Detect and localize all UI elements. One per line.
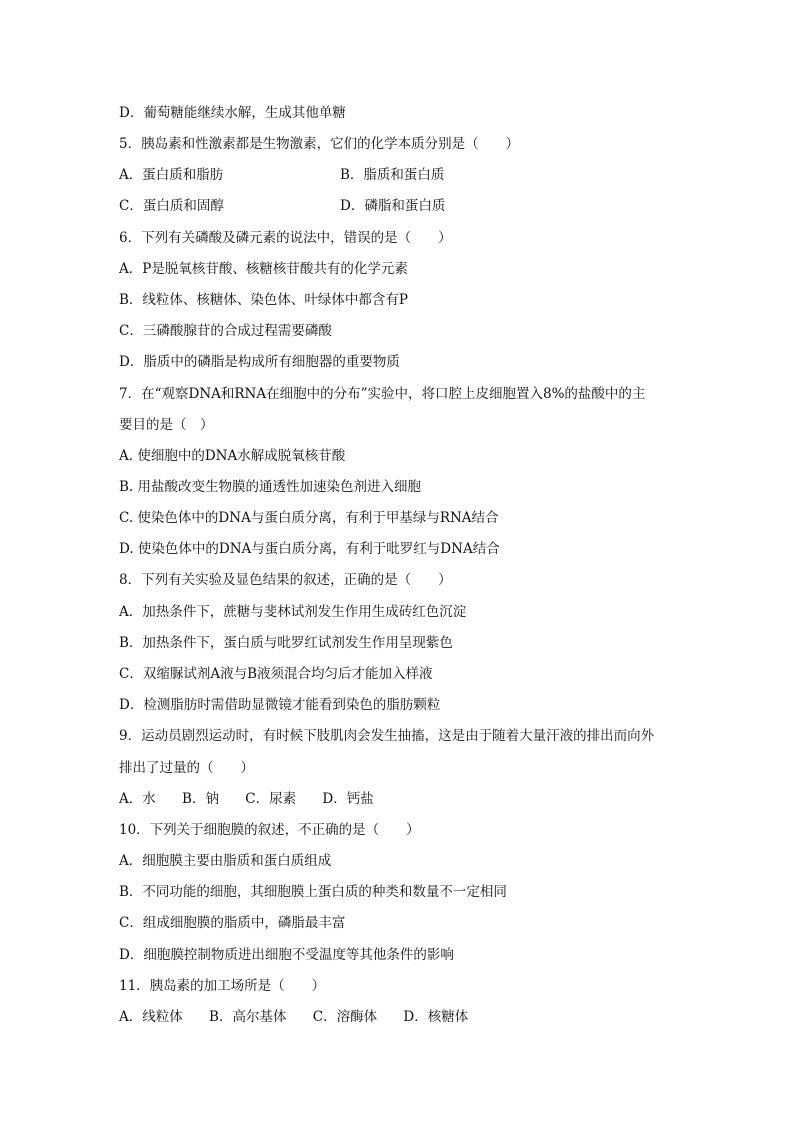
q11-option-d: D．核糖体 (403, 1009, 469, 1025)
q10-stem: 10．下列关于细胞膜的叙述，不正确的是（ ） (119, 822, 420, 838)
q5-stem: 5．胰岛素和性激素都是生物激素，它们的化学本质分别是（ ） (119, 136, 520, 152)
q8-stem: 8．下列有关实验及显色结果的叙述，正确的是（ ） (119, 572, 452, 588)
q8-option-c: C．双缩脲试剂A液与B液须混合均匀后才能加入样液 (119, 666, 433, 682)
q10-option-b: B．不同功能的细胞，其细胞膜上蛋白质的种类和数量不一定相同 (119, 884, 507, 900)
q7-option-b: B. 用盐酸改变生物膜的通透性加速染色剂进入细胞 (119, 479, 422, 495)
q5-option-c: C．蛋白质和固醇 (119, 198, 224, 214)
q9-options (119, 790, 374, 808)
q6-option-d: D．脂质中的磷脂是构成所有细胞器的重要物质 (119, 354, 400, 370)
q7-stem-line1: 7．在“观察DNA和RNA在细胞中的分布”实验中，将口腔上皮细胞置入8%的盐酸中的主 (119, 386, 646, 402)
q7-stem-line2: 要目的是（ ） (119, 417, 214, 433)
q9-option-a: A．水 (119, 791, 156, 807)
q7-option-a: A. 使细胞中的DNA水解成脱氧核苷酸 (119, 448, 346, 464)
q7-option-c: C. 使染色体中的DNA与蛋白质分离，有利于甲基绿与RNA结合 (119, 510, 499, 526)
q11-option-c: C．溶酶体 (312, 1009, 378, 1025)
q10-option-c: C．组成细胞膜的脂质中，磷脂最丰富 (119, 915, 346, 931)
q6-option-a: A．P是脱氧核苷酸、核糖核苷酸共有的化学元素 (119, 261, 408, 277)
q4-option-d: D．葡萄糖能继续水解，生成其他单糖 (119, 105, 346, 121)
q6-option-c: C．三磷酸腺苷的合成过程需要磷酸 (119, 323, 332, 339)
q11-option-b: B．高尔基体 (209, 1009, 287, 1025)
q9-option-d: D．钙盐 (322, 791, 374, 807)
q9-stem-line1: 9．运动员剧烈运动时，有时候下肢肌肉会发生抽搐，这是由于随着大量汗液的排出而向外 (119, 728, 655, 744)
q6-option-b: B．线粒体、核糖体、染色体、叶绿体中都含有P (119, 292, 409, 308)
q8-option-a: A．加热条件下，蔗糖与斐林试剂发生作用生成砖红色沉淀 (119, 604, 467, 620)
q11-option-a: A．线粒体 (119, 1009, 183, 1025)
q5-option-a: A．蛋白质和脂肪 (119, 167, 224, 183)
q9-option-b: B．钠 (182, 791, 219, 807)
q5-option-b: B．脂质和蛋白质 (340, 167, 445, 183)
q5-option-d: D．磷脂和蛋白质 (340, 198, 446, 214)
q9-stem-line2: 排出了过量的（ ） (119, 760, 254, 776)
q10-option-a: A．细胞膜主要由脂质和蛋白质组成 (119, 853, 332, 869)
q7-option-d: D. 使染色体中的DNA与蛋白质分离，有利于吡罗红与DNA结合 (119, 541, 500, 557)
q8-option-d: D．检测脂肪时需借助显微镜才能看到染色的脂肪颗粒 (119, 697, 441, 713)
q9-option-c: C．尿素 (245, 791, 297, 807)
q5-options-row1 (119, 166, 223, 184)
q6-stem: 6．下列有关磷酸及磷元素的说法中，错误的是（ ） (119, 230, 452, 246)
q10-option-d: D．细胞膜控制物质进出细胞不受温度等其他条件的影响 (119, 947, 454, 963)
q11-options (119, 1008, 468, 1026)
q11-stem: 11．胰岛素的加工场所是（ ） (119, 978, 326, 994)
q8-option-b: B．加热条件下，蛋白质与吡罗红试剂发生作用呈现紫色 (119, 635, 453, 651)
